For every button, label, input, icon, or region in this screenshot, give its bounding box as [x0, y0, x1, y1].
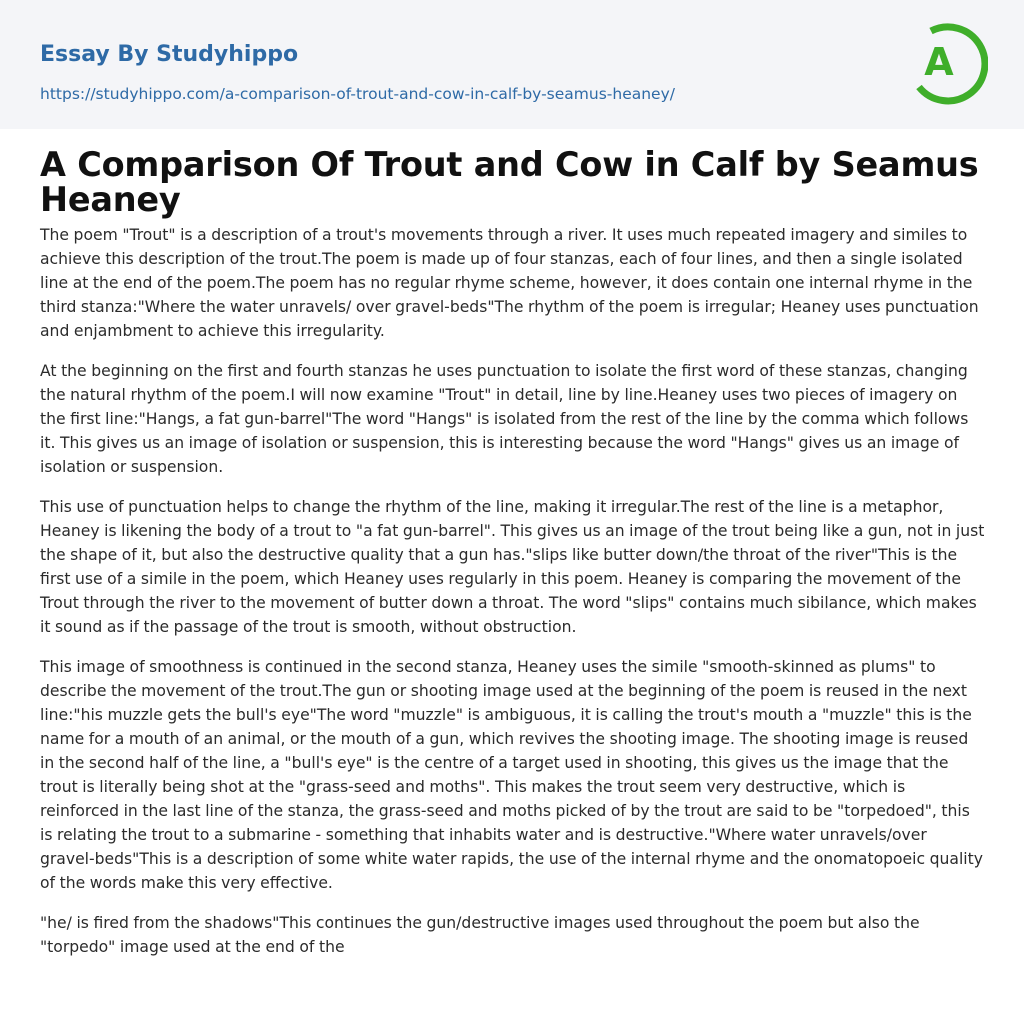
essay-paragraph: This use of punctuation helps to change the rhythm of the line, making it irregular.The rest of the line is a metaphor, Heaney is likening the body of a trout to "a fat gun-barrel". This gives us an image of the trout being like a gun, not in just the shape of it, but also the destructive quality that a gun has."slips like butter down/the throat of the river"This is the first use of a simile in the poem, which Heaney uses regularly in this poem. Heaney is comparing the movement of the Trout through the river to the movement of butter down a throat. The word "slips" contains much sibilance, which makes it sound as if the passage of the trout is smooth, without obstruction.	[40, 498, 985, 636]
essay-paragraph: This image of smoothness is continued in the second stanza, Heaney uses the simile "smooth-skinned as plums" to describe the movement of the trout.The gun or shooting image used at the beginning of the poem is reused in the next line:"his muzzle gets the bull's eye"The word "muzzle" is ambiguous, it is calling the trout's mouth a "muzzle" this is the name for a mouth of an animal, or the mouth of a gun, which revives the shooting image. The shooting image is reused in the second half of the line, a "bull's eye" is the centre of a target used in shooting, this gives us the image that the trout is literally being shot at the "grass-seed and moths". This makes the trout seem very destructive, which is reinforced in the last line of the stanza, the grass-seed and moths picked of by the trout are said to be "torpedoed", this is relating the trout to a submarine - something that inhabits water and is destructive."Where water unravels/over gravel-beds"This is a description of some white water rapids, the use of the internal rhyme and the onomatopoeic quality of the words make this very effective.	[40, 658, 983, 892]
studyhippo-logo-icon[interactable]	[908, 18, 988, 108]
essay-title: A Comparison Of Trout and Cow in Calf by Seamus Heaney	[40, 145, 979, 219]
source-url-link[interactable]: https://studyhippo.com/a-comparison-of-trout-and-cow-in-calf-by-seamus-heaney/	[40, 85, 675, 103]
essay-paragraph: The poem "Trout" is a description of a trout's movements through a river. It uses much repeated imagery and similes to achieve this description of the trout.The poem is made up of four stanzas, each of four lines, and then a single isolated line at the end of the poem.The poem has no regular rhyme scheme, however, it does contain one internal rhyme in the third stanza:"Where the water unravels/ over gravel-beds"The rhythm of the poem is irregular; Heaney uses punctuation and enjambment to achieve this irregularity.	[40, 226, 979, 340]
logo-letter: A	[924, 40, 954, 84]
essay-content	[40, 147, 985, 975]
essay-paragraph: "he/ is fired from the shadows"This continues the gun/destructive images used throughout the poem but also the "torpedo" image used at the end of the	[40, 914, 920, 956]
site-header	[0, 0, 1024, 129]
essay-paragraph: At the beginning on the first and fourth stanzas he uses punctuation to isolate the first word of these stanzas, changing the natural rhythm of the poem.I will now examine "Trout" in detail, line by line.Heaney uses two pieces of imagery on the first line:"Hangs, a fat gun-barrel"The word "Hangs" is isolated from the rest of the line by the comma which follows it. This gives us an image of isolation or suspension, this is interesting because the word "Hangs" gives us an image of isolation or suspension.	[40, 362, 969, 476]
brand-title[interactable]: Essay By Studyhippo	[40, 42, 299, 67]
